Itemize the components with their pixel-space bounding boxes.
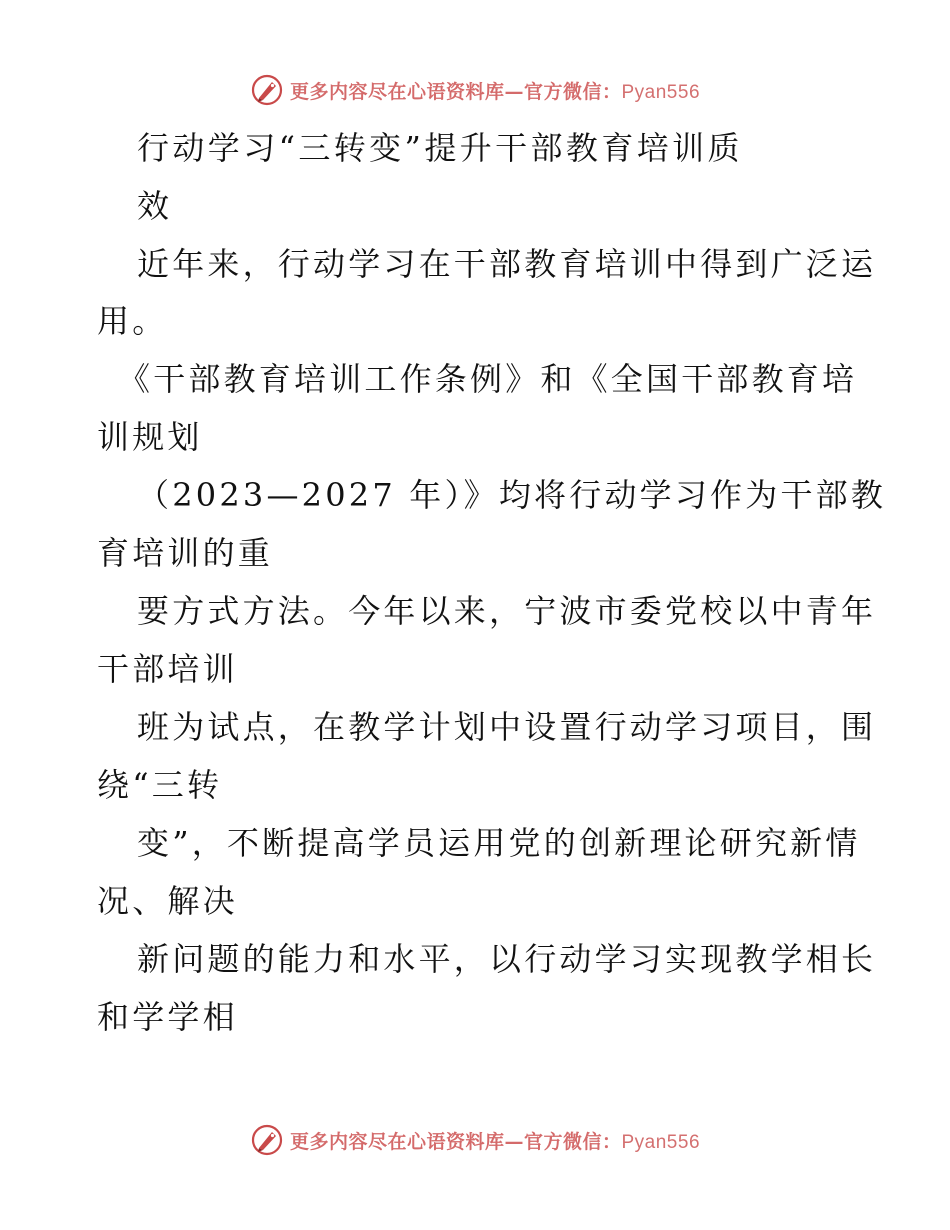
paragraph-line: 干部培训 (97, 650, 238, 688)
pen-nib-logo-icon (250, 1123, 284, 1157)
paragraph-line: 班为试点，在教学计划中设置行动学习项目，围 (137, 708, 877, 746)
paragraph-line: 近年来，行动学习在干部教育培训中得到广泛运 (137, 245, 877, 283)
paragraph-line: 绕“三转 (97, 766, 223, 804)
paragraph-line: （2023—2027 年）》均将行动学习作为干部教 (137, 476, 887, 514)
wechat-id: Pyan556 (621, 81, 701, 103)
document-title-line-1: 行动学习“三转变”提升干部教育培训质 (137, 129, 743, 167)
paragraph-line: 况、解决 (97, 882, 238, 920)
paragraph-line: 用。 (97, 302, 168, 340)
footer-watermark-banner (0, 1120, 950, 1160)
banner-text: 更多内容尽在心语资料库—官方微信：Pyan556 (289, 80, 701, 103)
document-title-line-2: 效 (137, 187, 173, 225)
paragraph-line: 育培训的重 (97, 534, 274, 572)
wechat-id: Pyan556 (621, 1131, 701, 1153)
paragraph-line: 变”，不断提高学员运用党的创新理论研究新情 (137, 824, 861, 862)
paragraph-line: 和学学相 (97, 998, 238, 1036)
banner-text: 更多内容尽在心语资料库—官方微信：Pyan556 (289, 1130, 701, 1153)
paragraph-line: 要方式方法。今年以来，宁波市委党校以中青年 (137, 592, 877, 630)
paragraph-line: 新问题的能力和水平，以行动学习实现教学相长 (137, 940, 877, 978)
paragraph-line: 训规划 (97, 418, 203, 456)
paragraph-line: 《干部教育培训工作条例》和《全国干部教育培 (118, 360, 858, 398)
